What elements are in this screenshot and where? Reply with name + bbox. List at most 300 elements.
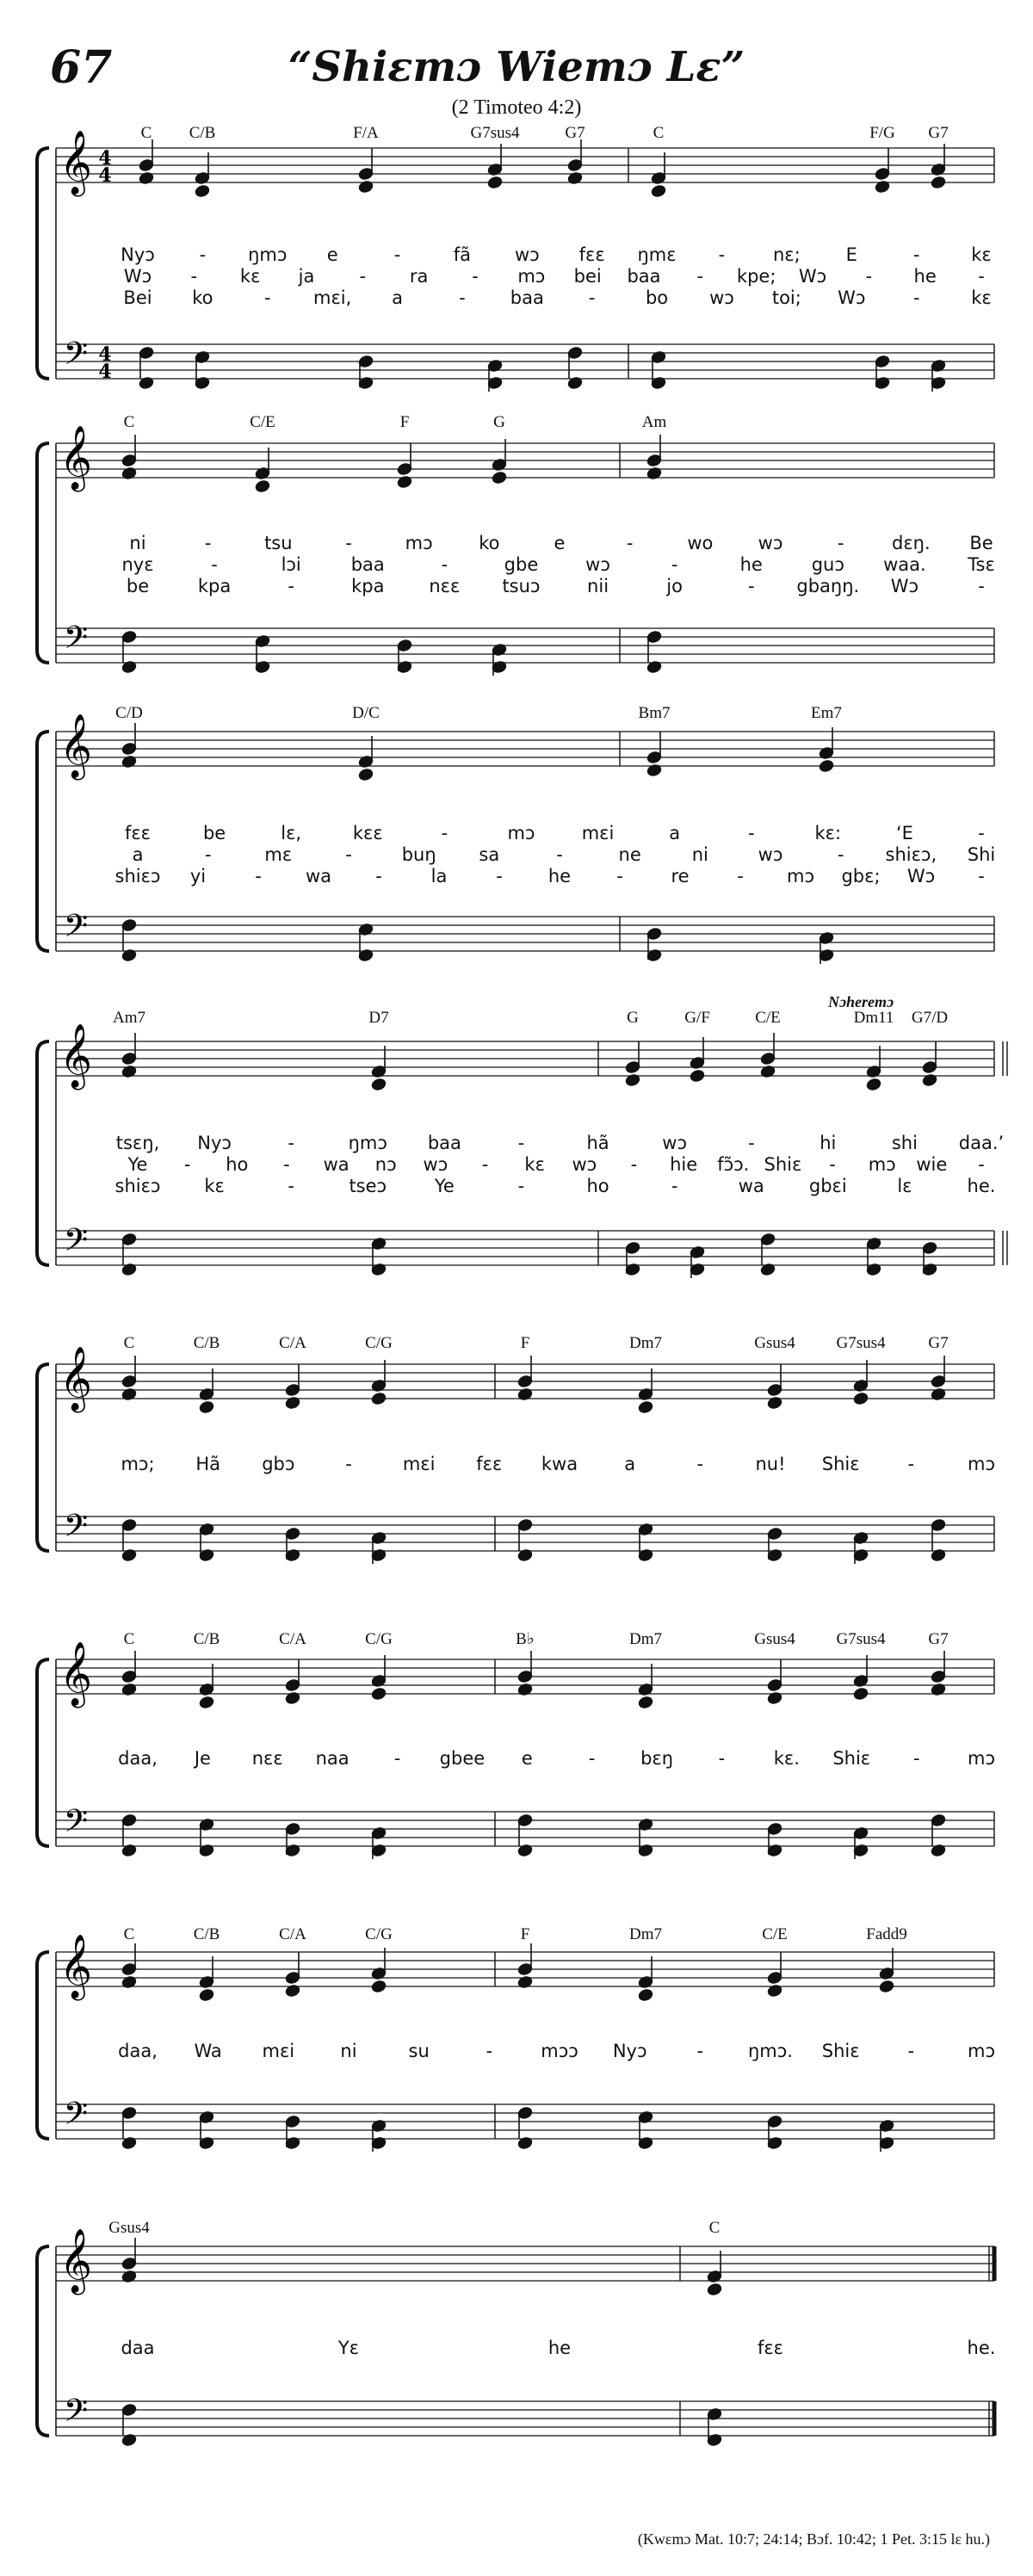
chord-symbol: Em7 bbox=[811, 704, 842, 722]
lyric-syllable: kpa bbox=[351, 576, 385, 596]
treble-lower-note-head bbox=[358, 768, 374, 781]
lyric-syllable: bo bbox=[645, 287, 669, 308]
chord-symbol: C/E bbox=[250, 413, 275, 431]
chord-symbol: Gsus4 bbox=[754, 1630, 795, 1648]
time-signature-top: 4 bbox=[98, 147, 112, 170]
lyric-syllable: ni bbox=[340, 2041, 357, 2061]
chord-symbol: Dm11 bbox=[853, 1009, 894, 1027]
lyric-syllable: ko bbox=[479, 533, 500, 553]
lyric-syllable: Be bbox=[969, 533, 993, 553]
chord-symbol: F bbox=[399, 413, 410, 431]
lyric-syllable: - bbox=[556, 844, 563, 865]
lyric-syllable: gbɛi bbox=[808, 1176, 847, 1196]
lyric-syllable: mɛi bbox=[262, 2041, 295, 2061]
chord-symbol: C bbox=[123, 413, 135, 431]
lyric-syllable: wie bbox=[916, 1154, 948, 1175]
lyric-syllable: e bbox=[326, 244, 338, 265]
chord-symbol: C bbox=[708, 2219, 721, 2237]
lyric-syllable: - bbox=[393, 244, 401, 265]
chord-symbol: D7 bbox=[368, 1009, 389, 1027]
bass-clef-icon: 𝄢 bbox=[63, 2096, 89, 2140]
lyric-syllable: Wɔ bbox=[123, 266, 152, 287]
chord-symbol: D/C bbox=[352, 704, 380, 722]
lyric-syllable: - bbox=[978, 823, 985, 843]
treble-lower-note-head bbox=[371, 1078, 387, 1090]
treble-lower-note-head bbox=[853, 1687, 869, 1700]
lyric-syllable: - bbox=[671, 1176, 678, 1196]
style-annotation: Nɔheremɔ bbox=[828, 993, 894, 1010]
lyric-syllable: kwa bbox=[541, 1454, 578, 1474]
chord-symbol: Dm7 bbox=[629, 1925, 662, 1943]
lyric-syllable: bei bbox=[573, 266, 602, 287]
lyric-syllable: wɔ bbox=[709, 287, 734, 308]
treble-lower-note-head bbox=[487, 176, 503, 188]
lyric-syllable: he. bbox=[967, 2338, 996, 2358]
lyric-syllable: ne bbox=[618, 844, 641, 865]
lyric-syllable: lɛ, bbox=[281, 823, 302, 843]
lyric-syllable: he bbox=[739, 554, 763, 575]
lyric-syllable: kɛ. bbox=[773, 1748, 800, 1769]
lyric-syllable: Wɔ bbox=[906, 866, 936, 886]
lyric-syllable: mɔ bbox=[787, 866, 814, 886]
lyric-syllable: - bbox=[829, 1154, 836, 1175]
lyric-syllable: he bbox=[547, 866, 572, 886]
lyric-syllable: - bbox=[671, 554, 678, 575]
system-bracket bbox=[37, 1659, 49, 1846]
chord-symbol: G/F bbox=[684, 1009, 710, 1027]
lyric-syllable: - bbox=[345, 1454, 352, 1474]
chord-symbol: F bbox=[520, 1334, 530, 1352]
lyric-syllable: - bbox=[912, 287, 920, 308]
lyric-syllable: mɛi bbox=[402, 1454, 436, 1474]
lyric-syllable: - bbox=[696, 1454, 704, 1474]
lyric-syllable: ŋmɔ bbox=[248, 244, 288, 265]
lyric-syllable: - bbox=[345, 844, 352, 865]
lyric-syllable: Hã bbox=[195, 1454, 221, 1474]
lyric-syllable: - bbox=[978, 866, 985, 886]
treble-lower-note-head bbox=[199, 1988, 214, 2001]
treble-lower-note-head bbox=[879, 1980, 894, 1992]
lyric-syllable: - bbox=[496, 866, 503, 886]
lyric-syllable: mɔ; bbox=[121, 1454, 155, 1474]
lyric-syllable: Shiɛ bbox=[764, 1154, 802, 1175]
chord-symbol: Bm7 bbox=[638, 704, 671, 722]
lyric-syllable: mɔ bbox=[405, 533, 433, 553]
lyric-syllable: - bbox=[190, 266, 198, 287]
lyric-syllable: naa bbox=[315, 1748, 349, 1769]
chord-symbol: F bbox=[520, 1925, 530, 1943]
treble-lower-note-head bbox=[255, 479, 270, 492]
bass-clef-icon: 𝄢 bbox=[63, 336, 89, 380]
lyric-syllable: Ye bbox=[127, 1154, 148, 1175]
treble-lower-note-head bbox=[651, 184, 666, 197]
lyric-syllable: - bbox=[696, 266, 704, 287]
chord-symbol: G7 bbox=[928, 124, 949, 142]
lyric-syllable: - bbox=[459, 287, 466, 308]
lyric-syllable: a bbox=[669, 823, 681, 843]
lyric-syllable: dɛŋ. bbox=[891, 533, 931, 553]
lyric-syllable: tsu bbox=[264, 533, 293, 553]
chord-symbol: C/A bbox=[279, 1630, 306, 1648]
chord-symbol: C bbox=[123, 1334, 135, 1352]
lyric-syllable: fɛɛ bbox=[476, 1454, 503, 1474]
lyric-syllable: - bbox=[204, 533, 212, 553]
lyric-syllable: - bbox=[718, 244, 726, 265]
lyric-syllable: ko bbox=[192, 287, 213, 308]
lyric-syllable: sa bbox=[479, 844, 500, 865]
treble-clef-icon: 𝄞 bbox=[59, 131, 92, 195]
chord-symbol: C bbox=[653, 124, 665, 142]
lyric-syllable: - bbox=[747, 576, 755, 596]
lyric-syllable: kɛ bbox=[971, 287, 992, 308]
chord-symbol: C/A bbox=[279, 1334, 306, 1352]
lyric-syllable: mɔɔ bbox=[541, 2041, 578, 2061]
treble-clef-icon: 𝄞 bbox=[59, 1642, 92, 1706]
lyric-syllable: ni bbox=[129, 533, 146, 553]
lyric-syllable: ho bbox=[226, 1154, 249, 1175]
bass-clef-icon: 𝄢 bbox=[63, 2393, 89, 2437]
lyric-syllable: - bbox=[978, 576, 985, 596]
chord-symbol: Dm7 bbox=[629, 1630, 662, 1648]
chord-symbol: C/A bbox=[279, 1925, 306, 1943]
chord-symbol: G7sus4 bbox=[836, 1334, 886, 1352]
chord-symbol: Am7 bbox=[113, 1009, 145, 1027]
lyric-syllable: - bbox=[978, 266, 985, 287]
treble-lower-note-head bbox=[371, 1392, 387, 1405]
lyric-syllable: nu! bbox=[755, 1454, 786, 1474]
chord-symbol: Dm7 bbox=[629, 1334, 662, 1352]
lyric-syllable: tsɛŋ, bbox=[115, 1133, 160, 1153]
lyric-syllable: - bbox=[912, 1748, 920, 1769]
lyric-syllable: Wɔ bbox=[890, 576, 919, 596]
lyric-syllable: yi bbox=[189, 866, 207, 886]
lyric-syllable: mɔ bbox=[968, 1748, 995, 1769]
treble-lower-note-head bbox=[199, 1400, 214, 1413]
lyric-syllable: - bbox=[696, 2041, 704, 2061]
time-signature-top: 4 bbox=[98, 343, 112, 366]
lyric-syllable: - bbox=[211, 554, 218, 575]
lyric-syllable: jo bbox=[666, 576, 683, 596]
lyric-syllable: kɛ bbox=[524, 1154, 545, 1175]
lyric-syllable: tsuɔ bbox=[502, 576, 541, 596]
lyric-syllable: waa. bbox=[883, 554, 926, 575]
lyric-syllable: fɛɛ bbox=[124, 823, 152, 843]
lyric-syllable: gbaŋŋ. bbox=[796, 576, 860, 596]
lyric-syllable: he bbox=[913, 266, 937, 287]
lyric-syllable: daa bbox=[121, 2338, 155, 2358]
lyric-syllable: kpe; bbox=[736, 266, 776, 287]
lyric-syllable: kɛɛ bbox=[352, 823, 383, 843]
lyric-syllable: - bbox=[288, 576, 294, 596]
lyric-syllable: wa bbox=[305, 866, 332, 886]
chord-symbol: G bbox=[493, 413, 505, 431]
lyric-syllable: ‘E bbox=[895, 823, 913, 843]
lyric-syllable: ŋmɔ bbox=[348, 1133, 387, 1153]
lyric-syllable: kɛ: bbox=[814, 823, 842, 843]
lyric-syllable: mɔ bbox=[517, 266, 546, 287]
treble-lower-note-head bbox=[853, 1392, 869, 1405]
lyric-syllable: - bbox=[283, 1154, 290, 1175]
chord-symbol: Gsus4 bbox=[108, 2219, 150, 2237]
chord-symbol: Fadd9 bbox=[866, 1925, 907, 1943]
treble-lower-note-head bbox=[707, 2283, 722, 2295]
lyric-syllable: - bbox=[626, 533, 634, 553]
lyric-syllable: Shiɛ bbox=[832, 1748, 871, 1769]
treble-clef-icon: 𝄞 bbox=[59, 714, 92, 778]
chord-symbol: F/G bbox=[869, 124, 895, 142]
lyric-syllable: Wɔ bbox=[798, 266, 827, 287]
footer-references: (Kwɛmɔ Mat. 10:7; 24:14; Bɔf. 10:42; 1 Pet. 3:15 lɛ hu.) bbox=[637, 2530, 990, 2548]
lyric-syllable: ni bbox=[691, 844, 708, 865]
song-number: 67 bbox=[50, 41, 113, 94]
treble-clef-icon: 𝄞 bbox=[59, 1935, 92, 1998]
system-bracket bbox=[37, 1041, 49, 1265]
lyric-syllable: wa bbox=[323, 1154, 349, 1175]
lyric-syllable: wo bbox=[687, 533, 714, 553]
lyric-syllable: nɛɛ bbox=[429, 576, 461, 596]
lyric-syllable: - bbox=[747, 823, 755, 843]
lyric-syllable: kɛ bbox=[239, 266, 261, 287]
lyric-syllable: ŋmɛ bbox=[637, 244, 677, 265]
lyric-syllable: he bbox=[547, 2338, 572, 2358]
lyric-syllable: Shiɛ bbox=[821, 1454, 860, 1474]
lyric-syllable: - bbox=[359, 266, 367, 287]
lyric-syllable: hã bbox=[586, 1133, 609, 1153]
bass-clef-icon: 𝄢 bbox=[63, 620, 89, 664]
lyric-syllable: buŋ bbox=[401, 844, 436, 865]
lyric-syllable: wa bbox=[738, 1176, 764, 1196]
lyric-syllable: a bbox=[132, 844, 144, 865]
lyric-syllable: he. bbox=[967, 1176, 996, 1196]
system-bracket bbox=[37, 2246, 49, 2436]
lyric-syllable: - bbox=[393, 1748, 401, 1769]
lyric-syllable: la bbox=[430, 866, 448, 886]
lyric-syllable: bɛŋ bbox=[640, 1748, 674, 1769]
lyric-syllable: - bbox=[375, 866, 382, 886]
bass-clef-icon: 𝄢 bbox=[63, 1803, 89, 1847]
lyric-syllable: - bbox=[630, 1154, 638, 1175]
lyric-syllable: shiɛɔ bbox=[114, 866, 161, 886]
lyric-syllable: wɔ bbox=[572, 1154, 597, 1175]
lyric-syllable: daa, bbox=[118, 2041, 158, 2061]
lyric-syllable: ja bbox=[298, 266, 315, 287]
lyric-syllable: gbee bbox=[439, 1748, 486, 1769]
lyric-syllable: kpa bbox=[197, 576, 232, 596]
treble-lower-note-head bbox=[371, 1980, 387, 1992]
lyric-syllable: - bbox=[907, 1454, 915, 1474]
lyric-syllable: - bbox=[288, 1133, 294, 1153]
lyric-syllable: mɔ bbox=[868, 1154, 896, 1175]
lyric-syllable: - bbox=[472, 266, 479, 287]
lyric-syllable: - bbox=[481, 1154, 489, 1175]
treble-clef-icon: 𝄞 bbox=[59, 1347, 92, 1411]
chord-symbol: C/E bbox=[762, 1925, 788, 1943]
lyric-syllable: - bbox=[865, 266, 873, 287]
lyric-syllable: mɔ bbox=[968, 1454, 995, 1474]
lyric-syllable: - bbox=[588, 1748, 596, 1769]
lyric-syllable: - bbox=[718, 1748, 726, 1769]
lyric-syllable: - bbox=[345, 533, 352, 553]
chord-symbol: C/B bbox=[193, 1925, 220, 1943]
lyric-syllable: Je bbox=[194, 1748, 211, 1769]
lyric-syllable: nɛ; bbox=[772, 244, 801, 265]
lyric-syllable: fɛɛ bbox=[578, 244, 605, 265]
lyric-syllable: baa bbox=[350, 554, 385, 575]
lyric-syllable: e bbox=[554, 533, 566, 553]
lyric-syllable: be bbox=[202, 823, 226, 843]
treble-clef-icon: 𝄞 bbox=[59, 426, 92, 490]
lyric-syllable: - bbox=[837, 533, 844, 553]
lyric-syllable: Tsɛ bbox=[968, 554, 995, 575]
time-signature-bottom: 4 bbox=[98, 361, 112, 383]
lyric-syllable: Nyɔ bbox=[612, 2041, 647, 2061]
lyric-syllable: - bbox=[737, 866, 744, 886]
lyric-syllable: wɔ bbox=[758, 533, 783, 553]
chord-symbol: Am bbox=[641, 413, 667, 431]
treble-lower-note-head bbox=[690, 1069, 705, 1082]
lyric-syllable: mɔ bbox=[968, 2041, 995, 2061]
lyric-syllable: - bbox=[204, 844, 212, 865]
lyric-syllable: wɔ bbox=[758, 844, 783, 865]
chord-symbol: C bbox=[140, 124, 152, 142]
treble-lower-note-head bbox=[638, 1988, 653, 2001]
lyric-syllable: - bbox=[199, 244, 207, 265]
lyric-syllable: - bbox=[517, 1133, 525, 1153]
chord-symbol: G7sus4 bbox=[836, 1630, 886, 1648]
lyric-syllable: mɛi, bbox=[312, 287, 352, 308]
lyric-syllable: shiɛɔ, bbox=[885, 844, 937, 865]
chord-symbol: C bbox=[123, 1630, 135, 1648]
lyric-syllable: fɛɛ bbox=[757, 2338, 784, 2358]
chord-symbol: C/B bbox=[189, 124, 216, 142]
lyric-syllable: - bbox=[588, 287, 596, 308]
chord-symbol: C/B bbox=[193, 1334, 220, 1352]
lyric-syllable: gbɛ; bbox=[841, 866, 881, 886]
chord-symbol: C bbox=[123, 1925, 135, 1943]
chord-symbol: C/E bbox=[755, 1009, 781, 1027]
bass-clef-icon: 𝄢 bbox=[63, 1508, 89, 1552]
lyric-syllable: hi bbox=[820, 1133, 837, 1153]
lyric-syllable: E bbox=[845, 244, 857, 265]
lyric-syllable: Yɛ bbox=[337, 2338, 360, 2358]
lyric-syllable: ŋmɔ. bbox=[748, 2041, 793, 2061]
lyric-syllable: wɔ bbox=[514, 244, 540, 265]
lyric-syllable: kɛ bbox=[971, 244, 992, 265]
chord-symbol: C/G bbox=[365, 1925, 393, 1943]
lyric-syllable: Shi bbox=[967, 844, 996, 865]
lyric-syllable: baa bbox=[427, 1133, 461, 1153]
lyric-syllable: Shiɛ bbox=[821, 2041, 860, 2061]
lyric-syllable: e bbox=[521, 1748, 533, 1769]
lyric-syllable: hie bbox=[670, 1154, 698, 1175]
lyric-syllable: nii bbox=[587, 576, 609, 596]
treble-lower-note-head bbox=[195, 184, 210, 197]
lyric-syllable: mɔ bbox=[507, 823, 535, 843]
lyric-syllable: - bbox=[616, 866, 623, 886]
chord-symbol: F/A bbox=[353, 124, 379, 142]
chord-symbol: C/B bbox=[193, 1630, 220, 1648]
lyric-syllable: nɛɛ bbox=[251, 1748, 283, 1769]
lyric-syllable: fã bbox=[453, 244, 472, 265]
lyric-syllable: Bei bbox=[123, 287, 152, 308]
lyric-syllable: wɔ bbox=[423, 1154, 448, 1175]
lyric-syllable: daa.’ bbox=[958, 1133, 1005, 1153]
bass-clef-icon: 𝄢 bbox=[63, 908, 89, 952]
lyric-syllable: nyɛ bbox=[121, 554, 154, 575]
treble-lower-note-head bbox=[638, 1400, 653, 1413]
lyric-syllable: - bbox=[978, 1154, 985, 1175]
lyric-syllable: - bbox=[441, 554, 448, 575]
lyric-syllable: Nyɔ bbox=[197, 1133, 232, 1153]
chord-symbol: G7sus4 bbox=[470, 124, 520, 142]
chord-symbol: G7/D bbox=[911, 1009, 949, 1027]
lyric-syllable: a bbox=[392, 287, 403, 308]
chord-symbol: C/D bbox=[115, 704, 143, 722]
treble-lower-note-head bbox=[866, 1078, 881, 1090]
lyric-syllable: a bbox=[624, 1454, 636, 1474]
lyric-syllable: lɔi bbox=[281, 554, 301, 575]
lyric-syllable: nɔ bbox=[374, 1154, 397, 1175]
lyric-syllable: su bbox=[408, 2041, 430, 2061]
lyric-syllable: wɔ bbox=[662, 1133, 687, 1153]
treble-lower-note-head bbox=[371, 1687, 387, 1700]
lyric-syllable: baa bbox=[510, 287, 544, 308]
treble-clef-icon: 𝄞 bbox=[59, 1024, 92, 1088]
lyric-syllable: Wa bbox=[194, 2041, 222, 2061]
system-bracket bbox=[37, 443, 49, 663]
system-bracket bbox=[37, 732, 49, 951]
lyric-syllable: - bbox=[486, 2041, 493, 2061]
lyric-syllable: daa, bbox=[118, 1748, 158, 1769]
time-signature-bottom: 4 bbox=[98, 164, 112, 187]
system-bracket bbox=[37, 1364, 49, 1551]
lyric-syllable: Ye bbox=[434, 1176, 455, 1196]
lyric-syllable: kɛ bbox=[204, 1176, 225, 1196]
lyric-syllable: baa bbox=[627, 266, 661, 287]
lyric-syllable: be bbox=[126, 576, 150, 596]
chord-symbol: G7 bbox=[928, 1334, 949, 1352]
lyric-syllable: lɛ bbox=[897, 1176, 912, 1196]
bass-clef-icon: 𝄢 bbox=[63, 1222, 89, 1266]
lyric-syllable: gbɔ bbox=[262, 1454, 295, 1474]
treble-clef-icon: 𝄞 bbox=[59, 2229, 92, 2293]
lyric-syllable: - bbox=[263, 287, 271, 308]
lyric-syllable: Wɔ bbox=[838, 287, 866, 308]
lyric-syllable: - bbox=[747, 1133, 755, 1153]
chord-symbol: B♭ bbox=[516, 1630, 535, 1648]
lyric-syllable: re bbox=[671, 866, 690, 886]
lyric-syllable: toi; bbox=[771, 287, 801, 308]
chord-symbol: G7 bbox=[565, 124, 585, 142]
scripture-reference: (2 Timoteo 4:2) bbox=[451, 96, 582, 119]
lyric-syllable: tseɔ bbox=[349, 1176, 387, 1196]
lyric-syllable: - bbox=[837, 844, 844, 865]
chord-symbol: G7 bbox=[928, 1630, 949, 1648]
treble-lower-note-head bbox=[492, 471, 507, 484]
lyric-syllable: - bbox=[517, 1176, 525, 1196]
lyric-syllable: - bbox=[288, 1176, 294, 1196]
chord-symbol: C/G bbox=[365, 1334, 393, 1352]
lyric-syllable: mɛ bbox=[264, 844, 293, 865]
lyric-syllable: fɔ̃ɔ. bbox=[717, 1154, 750, 1175]
lyric-syllable: gbe bbox=[504, 554, 539, 575]
lyric-syllable: shiɛɔ bbox=[114, 1176, 161, 1196]
lyric-syllable: ra bbox=[409, 266, 429, 287]
lyric-syllable: - bbox=[183, 1154, 191, 1175]
song-title: “Shiɛmɔ Wiemɔ Lɛ” bbox=[288, 43, 745, 91]
treble-lower-note-head bbox=[199, 1696, 214, 1708]
chord-symbol: Gsus4 bbox=[754, 1334, 795, 1352]
